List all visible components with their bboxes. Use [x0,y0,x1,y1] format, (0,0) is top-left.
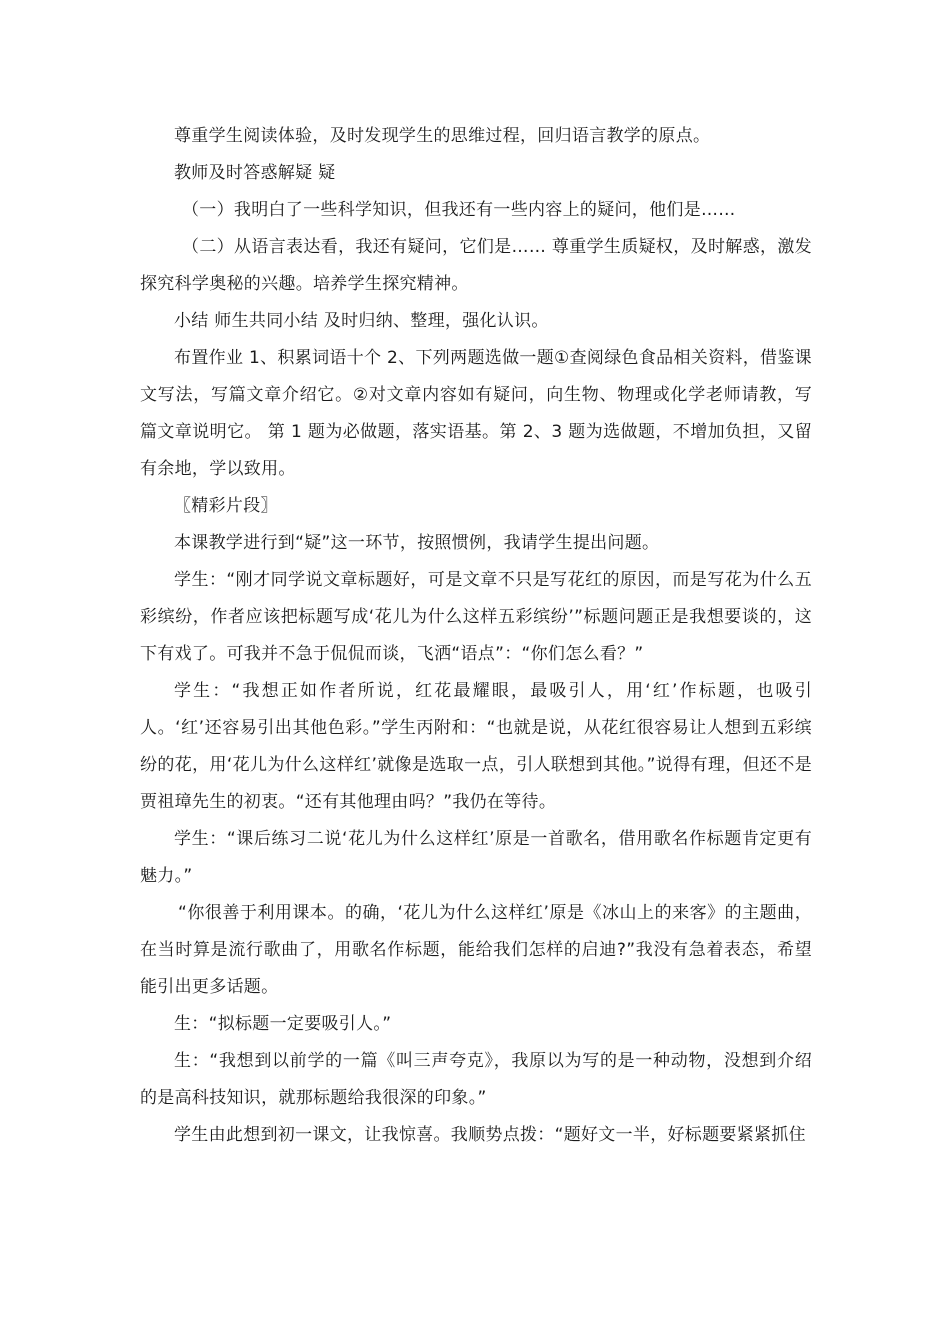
paragraph-homework: 布置作业 1、积累词语十个 2、下列两题选做一题①查阅绿色食品相关资料，借鉴课文写法，写篇文章介绍它。②对文章内容如有疑问，向生物、物理或化学老师请教，写篇文章说明它。 第 1 题为必做题，落实语基。第 2、3 题为选做题，不增加负担，又留有余地，学以致用。 [140,348,812,479]
paragraph-summary: 小结 师生共同小结 及时归纳、整理，强化认识。 [174,311,549,331]
paragraph-student-title: 学生：“刚才同学说文章标题好，可是文章不只是写花红的原因，而是写花为什么五彩缤纷，作者应该把标题写成‘花儿为什么这样五彩缤纷’”标题问题正是我想要谈的，这下有戏了。可我并不急于侃侃而谈，飞洒“语点”：“你们怎么看？” [140,570,812,664]
paragraph-teacher-answers: 教师及时答惑解疑 疑 [174,163,336,183]
section-heading-highlights: 〖精彩片段〗 [174,496,278,516]
paragraph-question-one: （一）我明白了一些科学知识，但我还有一些内容上的疑问，他们是…… [182,200,736,220]
paragraph-student-song: 学生：“课后练习二说‘花儿为什么这样红’原是一首歌名，借用歌名作标题肯定更有魅力。” [140,829,812,886]
paragraph-student-quark: 生：“我想到以前学的一篇《叫三声夸克》，我原以为写的是一种动物，没想到介绍的是高科技知识，就那标题给我很深的印象。” [140,1051,812,1108]
paragraph-lesson-intro: 本课教学进行到“疑”这一环节，按照惯例，我请学生提出问题。 [174,533,660,553]
paragraph-student-attract: 生：“拟标题一定要吸引人。” [174,1014,392,1034]
paragraph-teacher-response: “你很善于利用课本。的确，‘花儿为什么这样红’原是《冰山上的来客》的主题曲，在当时算是流行歌曲了，用歌名作标题，能给我们怎样的启迪?”我没有急着表态，希望能引出更多话题。 [140,903,812,997]
paragraph-question-two: （二）从语言表达看，我还有疑问，它们是…… 尊重学生质疑权，及时解惑，激发探究科学奥秘的兴趣。培养学生探究精神。 [140,237,812,294]
paragraph-student-red: 学生：“我想正如作者所说，红花最耀眼，最吸引人，用‘红’作标题，也吸引人。‘红’还容易引出其他色彩。”学生丙附和：“也就是说，从花红很容易让人想到五彩缤纷的花，用‘花儿为什么这样红’就像是选取一点，引人联想到其他。”说得有理，但还不是贾祖璋先生的初衷。“还有其他理由吗？”我仍在等待。 [140,681,812,812]
paragraph-respect-reading: 尊重学生阅读体验，及时发现学生的思维过程，回归语言教学的原点。 [174,126,711,146]
document-body [140,118,812,1154]
paragraph-teacher-guidance: 学生由此想到初一课文，让我惊喜。我顺势点拨：“题好文一半，好标题要紧紧抓住 [174,1125,806,1145]
